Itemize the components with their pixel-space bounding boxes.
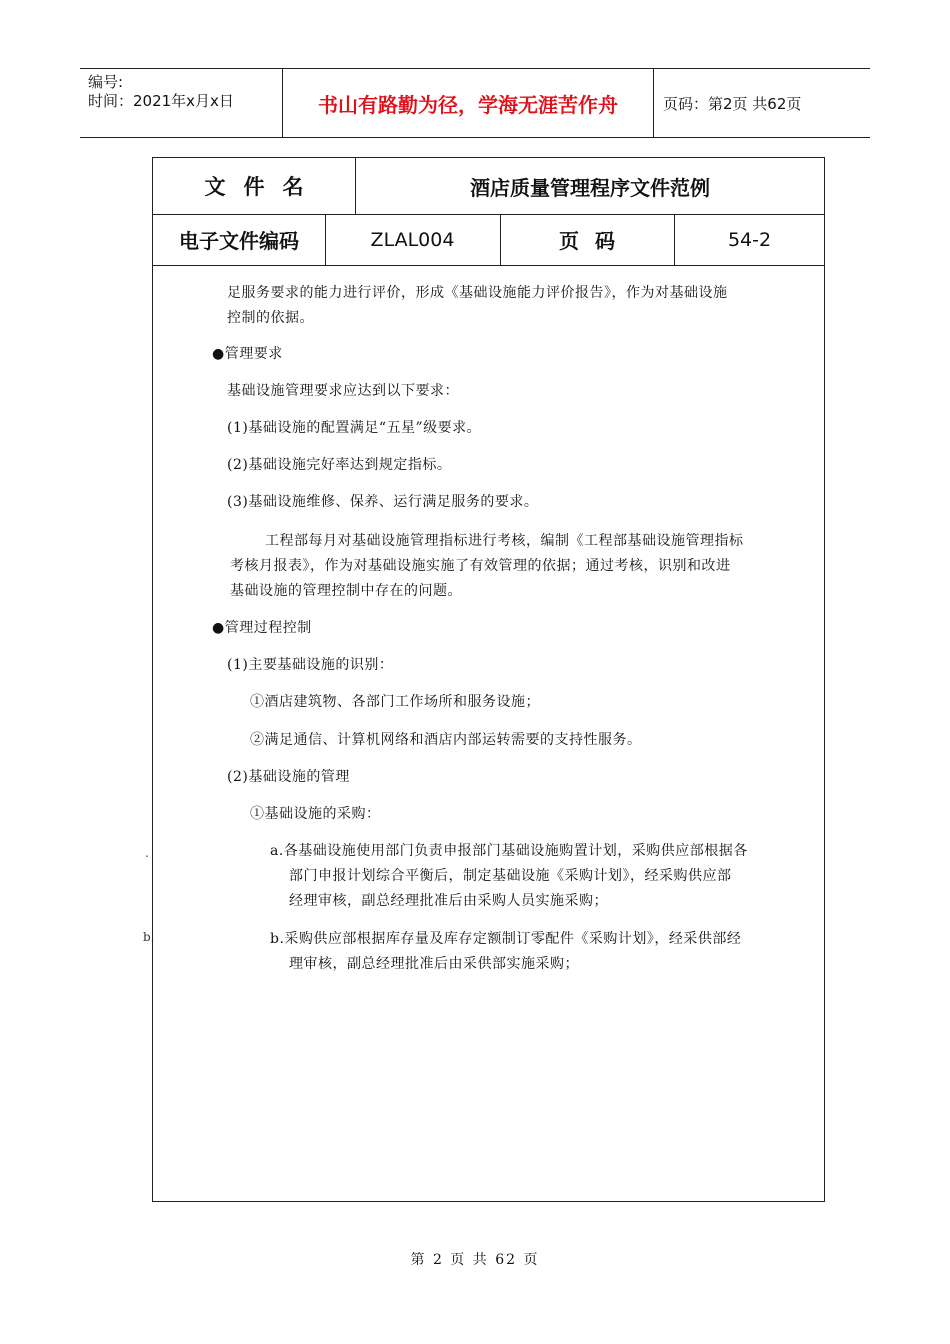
margin-mark: b. — [143, 930, 155, 944]
header-meta — [80, 69, 282, 137]
list-item: (2)基础设施完好率达到规定指标。 — [227, 457, 452, 473]
date-label: 时间：2021年x月x日 — [88, 92, 234, 110]
paragraph-line: 考核月报表》，作为对基础设施实施了有效管理的依据；通过考核，识别和改进 — [230, 558, 731, 574]
list-item: ②满足通信、计算机网络和酒店内部运转需要的支持性服务。 — [250, 732, 642, 748]
list-item: (1)主要基础设施的识别： — [227, 657, 394, 673]
page-footer: 第 2 页 共 62 页 — [410, 1252, 540, 1268]
document-frame — [152, 157, 825, 1202]
paragraph-line: 理审核，副总经理批准后由采供部实施采购； — [289, 956, 579, 972]
paragraph-line: a.各基础设施使用部门负责申报部门基础设施购置计划，采购供应部根据各 — [270, 843, 748, 859]
code-row — [153, 214, 824, 266]
list-item: ①基础设施的采购： — [250, 806, 381, 822]
page-label: 页码 — [500, 214, 675, 265]
list-item: ①酒店建筑物、各部门工作场所和服务设施； — [250, 694, 540, 710]
paragraph-line: 足服务要求的能力进行评价，形成《基础设施能力评价报告》，作为对基础设施 — [227, 285, 728, 301]
list-item: (2)基础设施的管理 — [227, 769, 350, 785]
paragraph-line: 部门申报计划综合平衡后，制定基础设施《采购计划》，经采购供应部 — [289, 868, 732, 884]
file-name-value: 酒店质量管理程序文件范例 — [470, 175, 710, 200]
section-heading: ●管理要求 — [212, 346, 283, 362]
header-page-info: 页码：第2页 共62页 — [663, 94, 802, 113]
file-name-row — [153, 158, 824, 215]
code-value: ZLAL004 — [325, 214, 501, 265]
number-label: 编号: — [88, 73, 124, 91]
paragraph-line: 工程部每月对基础设施管理指标进行考核，编制《工程部基础设施管理指标 — [265, 533, 744, 549]
list-item: (1)基础设施的配置满足“五星”级要求。 — [227, 420, 482, 436]
paragraph-line: 经理审核，副总经理批准后由采购人员实施采购； — [289, 893, 608, 909]
page-value: 54-2 — [727, 228, 772, 251]
section-heading: ●管理过程控制 — [212, 620, 312, 636]
code-label: 电子文件编码 — [153, 214, 326, 265]
list-item: (3)基础设施维修、保养、运行满足服务的要求。 — [227, 494, 539, 510]
margin-mark: . — [145, 846, 149, 860]
file-name-label: 文件名 — [153, 158, 356, 214]
paragraph-line: 基础设施管理要求应达到以下要求： — [227, 383, 459, 399]
header-motto: 书山有路勤为径，学海无涯苦作舟 — [282, 69, 654, 137]
page-header — [80, 68, 870, 138]
paragraph-line: b.采购供应部根据库存量及库存定额制订零配件《采购计划》，经采供部经 — [270, 931, 742, 947]
paragraph-line: 基础设施的管理控制中存在的问题。 — [230, 583, 462, 599]
paragraph-line: 控制的依据。 — [227, 310, 314, 326]
